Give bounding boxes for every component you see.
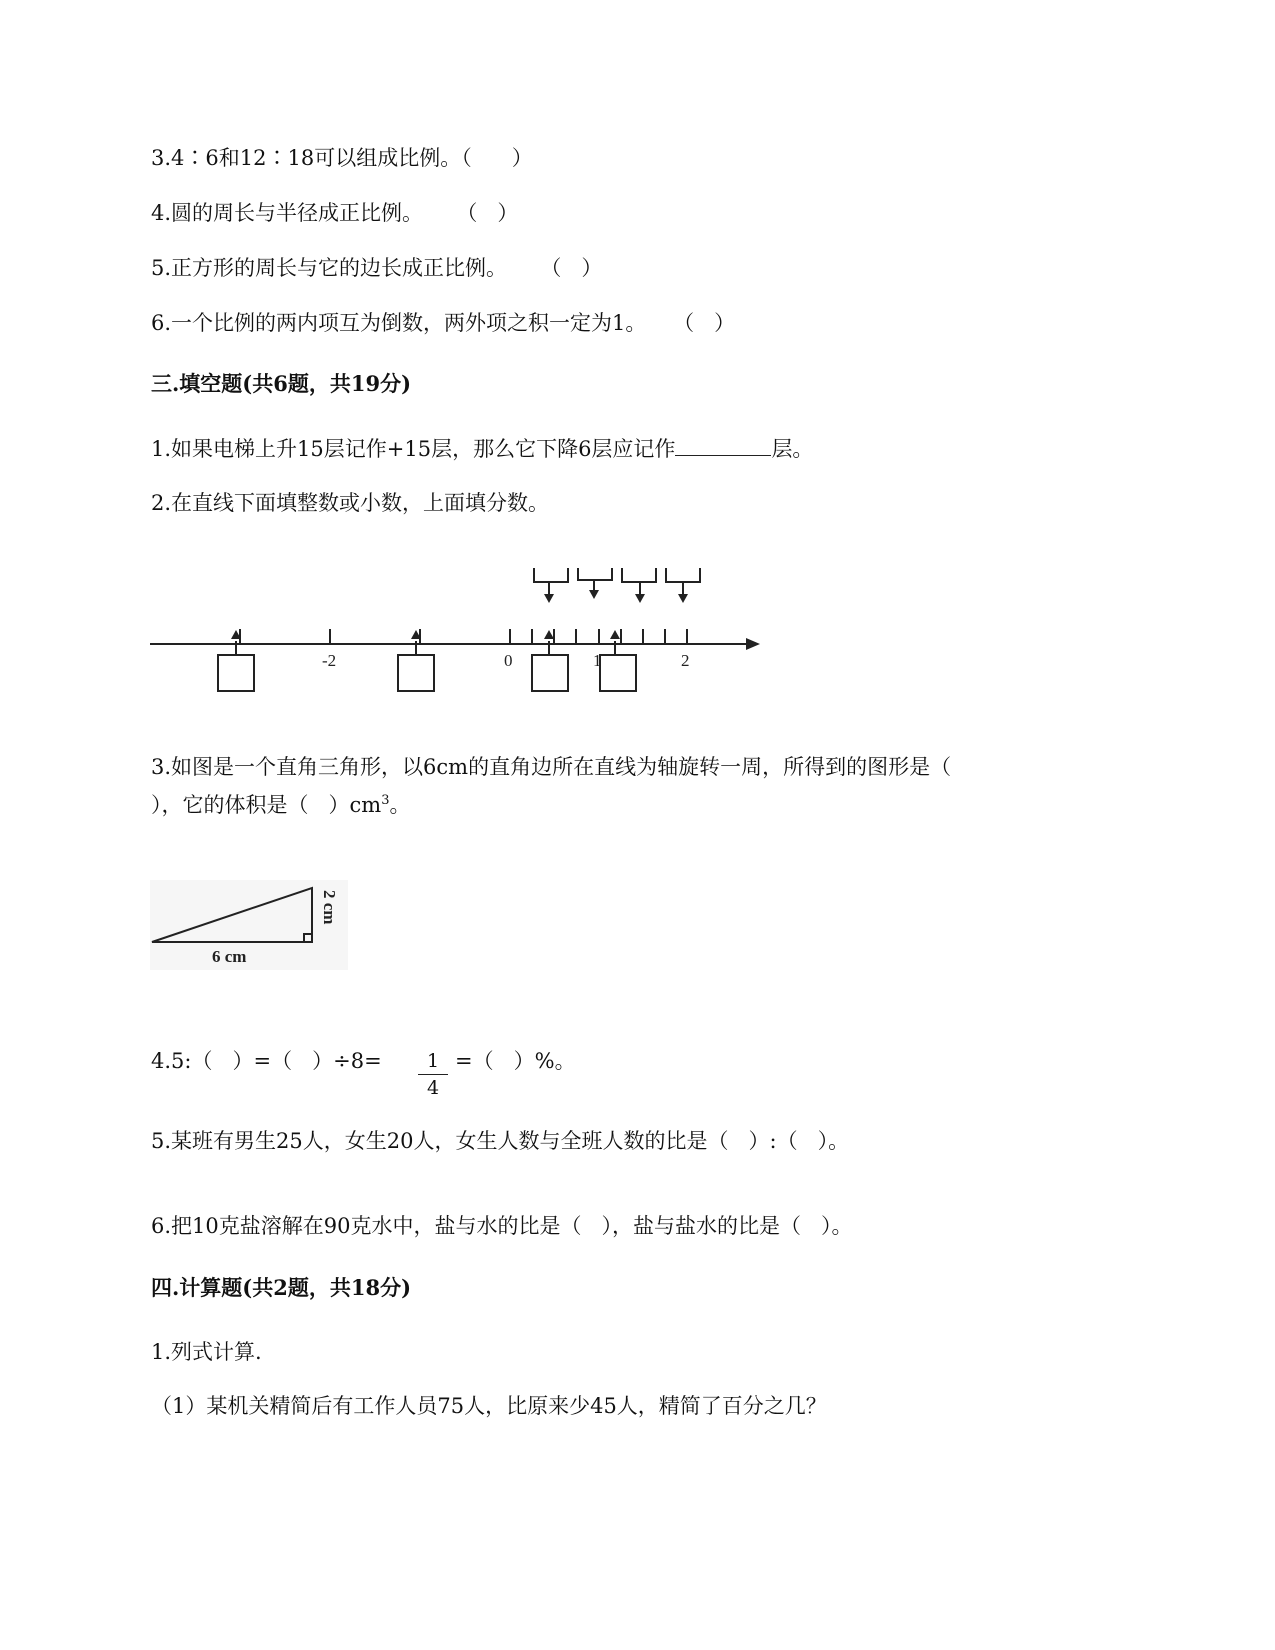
judge-item-6: 6.一个比例的两内项互为倒数，两外项之积一定为1。 （ ） [151, 311, 736, 335]
answer-box-bottom [218, 655, 254, 691]
judge-item-5: 5.正方形的周长与它的边长成正比例。 （ ） [151, 256, 603, 280]
fraction-denominator: 4 [426, 1077, 440, 1099]
fill-q3-period: 。 [389, 793, 411, 817]
up-arrow [544, 630, 554, 639]
up-arrow [610, 630, 620, 639]
fraction-numerator: 1 [418, 1050, 448, 1075]
number-line-figure [150, 568, 770, 733]
fill-q2: 2.在直线下面填整数或小数，上面填分数。 [151, 491, 550, 515]
answer-box-bottom [398, 655, 434, 691]
answer-box-top [622, 568, 656, 582]
base-label: 6 cm [212, 947, 247, 966]
down-arrow [678, 594, 688, 603]
right-triangle-figure [150, 880, 350, 970]
fraction-one-quarter [418, 1050, 448, 1099]
answer-box-bottom [600, 655, 636, 691]
answer-box-top [666, 568, 700, 582]
down-arrow [589, 590, 599, 599]
calc-q1-sub1: （1）某机关精简后有工作人员75人，比原来少45人，精简了百分之几？ [151, 1394, 827, 1418]
tick-label-2: 2 [681, 651, 690, 670]
calc-q1: 1.列式计算. [151, 1340, 262, 1364]
fill-q4-left: 4.5:（ ）=（ ）÷8= [151, 1049, 382, 1073]
fill-q5: 5.某班有男生25人，女生20人，女生人数与全班人数的比是（ ）:（ ）。 [151, 1129, 850, 1153]
fill-q1-unit: 层。 [771, 437, 814, 461]
fill-q4-right: =（ ）%。 [455, 1049, 576, 1073]
tick-label-minus-2: -2 [322, 651, 337, 670]
fill-q1-text: 1.如果电梯上升15层记作+15层，那么它下降6层应记作 [151, 437, 676, 461]
fill-q1 [151, 433, 813, 464]
fill-q6: 6.把10克盐溶解在90克水中，盐与水的比是（ ），盐与盐水的比是（ ）。 [151, 1214, 853, 1238]
judge-item-4: 4.圆的周长与半径成正比例。 （ ） [151, 201, 519, 225]
axis-arrowhead [746, 638, 760, 650]
section-3-title: 三.填空题(共6题，共19分) [151, 371, 412, 396]
answer-box-top [578, 568, 612, 580]
judge-item-3: 3.4∶6和12∶18可以组成比例。（ ） [151, 146, 533, 170]
fill-q3-line1: 3.如图是一个直角三角形，以6cm的直角边所在直线为轴旋转一周，所得到的图形是（ [151, 755, 952, 779]
height-label: 2 cm [320, 890, 339, 925]
tick-label-1: 1 [593, 651, 602, 670]
fill-q3-text: ），它的体积是（ ）cm [151, 793, 382, 817]
tick-label-0: 0 [504, 651, 513, 670]
cubic-exponent: 3 [381, 793, 390, 808]
answer-box-bottom [532, 655, 568, 691]
answer-box-top [534, 568, 568, 582]
down-arrow [544, 594, 554, 603]
down-arrow [635, 594, 645, 603]
section-4-title: 四.计算题(共2题，共18分) [151, 1275, 412, 1300]
answer-blank [675, 433, 771, 456]
fill-q3-line2 [151, 786, 410, 820]
